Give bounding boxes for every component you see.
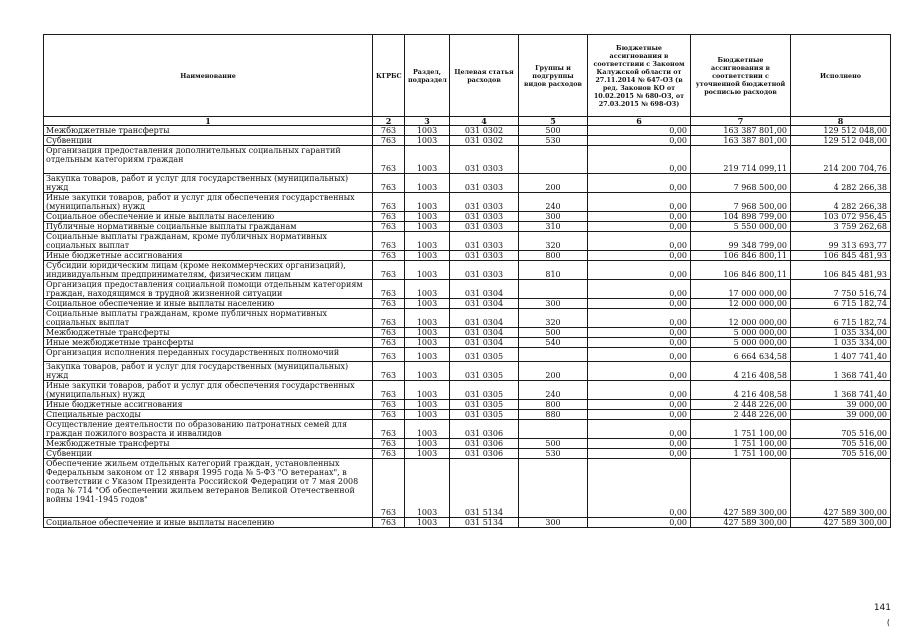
row-law-allocation: 0,00 bbox=[588, 232, 691, 251]
table-row bbox=[44, 280, 891, 299]
row-law-allocation: 0,00 bbox=[588, 193, 691, 212]
table-row bbox=[44, 212, 891, 222]
table-row bbox=[44, 348, 891, 362]
row-group bbox=[519, 146, 588, 174]
row-schedule-allocation: 4 216 408,58 bbox=[691, 381, 791, 400]
row-section: 1003 bbox=[405, 136, 450, 146]
row-kgrbs: 763 bbox=[373, 400, 405, 410]
table-row bbox=[44, 449, 891, 459]
row-section: 1003 bbox=[405, 518, 450, 528]
table-row bbox=[44, 439, 891, 449]
row-executed: 1 407 741,40 bbox=[791, 348, 891, 362]
row-section: 1003 bbox=[405, 222, 450, 232]
row-kgrbs: 763 bbox=[373, 193, 405, 212]
row-section: 1003 bbox=[405, 400, 450, 410]
header-law-allocation: Бюджетные ассигнования в соответствии с Законом Калужской области от 27.11.2014 № 647-ОЗ (в ред. Законов КО от 10.02.2015 № 680-ОЗ, от 27.03.2015 № 698-ОЗ) bbox=[588, 35, 691, 117]
header-target: Целевая статья расходов bbox=[450, 35, 519, 117]
row-name: Закупка товаров, работ и услуг для государственных (муниципальных) нужд bbox=[44, 174, 373, 193]
row-executed: 99 313 693,77 bbox=[791, 232, 891, 251]
row-group: 500 bbox=[519, 126, 588, 136]
row-target: 031 0302 bbox=[450, 126, 519, 136]
row-name: Межбюджетные трансферты bbox=[44, 126, 373, 136]
row-name: Субсидии юридическим лицам (кроме некоммерческих организаций), индивидуальным предпринимателям, физическим лицам bbox=[44, 261, 373, 280]
row-law-allocation: 0,00 bbox=[588, 136, 691, 146]
row-target: 031 0303 bbox=[450, 193, 519, 212]
row-target: 031 0306 bbox=[450, 449, 519, 459]
row-kgrbs: 763 bbox=[373, 146, 405, 174]
table-row bbox=[44, 136, 891, 146]
row-group: 800 bbox=[519, 251, 588, 261]
row-name: Субвенции bbox=[44, 449, 373, 459]
row-target: 031 0305 bbox=[450, 362, 519, 381]
row-executed: 129 512 048,00 bbox=[791, 136, 891, 146]
row-law-allocation: 0,00 bbox=[588, 439, 691, 449]
row-executed: 214 200 704,76 bbox=[791, 146, 891, 174]
row-name: Иные закупки товаров, работ и услуг для обеспечения государственных (муниципальных) нужд bbox=[44, 193, 373, 212]
row-kgrbs: 763 bbox=[373, 410, 405, 420]
row-kgrbs: 763 bbox=[373, 251, 405, 261]
row-target: 031 0305 bbox=[450, 348, 519, 362]
table-row bbox=[44, 400, 891, 410]
row-group: 500 bbox=[519, 439, 588, 449]
row-target: 031 0304 bbox=[450, 309, 519, 328]
row-executed: 705 516,00 bbox=[791, 420, 891, 439]
row-kgrbs: 763 bbox=[373, 459, 405, 518]
column-number: 3 bbox=[405, 117, 450, 126]
row-group: 320 bbox=[519, 309, 588, 328]
column-number: 6 bbox=[588, 117, 691, 126]
row-target: 031 0304 bbox=[450, 338, 519, 348]
table-row bbox=[44, 518, 891, 528]
row-law-allocation: 0,00 bbox=[588, 174, 691, 193]
row-section: 1003 bbox=[405, 212, 450, 222]
row-executed: 1 368 741,40 bbox=[791, 362, 891, 381]
row-law-allocation: 0,00 bbox=[588, 449, 691, 459]
row-name: Организация предоставления социальной помощи отдельным категориям граждан, находящимся в трудной жизненной ситуации bbox=[44, 280, 373, 299]
row-executed: 1 035 334,00 bbox=[791, 328, 891, 338]
row-schedule-allocation: 427 589 300,00 bbox=[691, 518, 791, 528]
row-name: Закупка товаров, работ и услуг для государственных (муниципальных) нужд bbox=[44, 362, 373, 381]
row-schedule-allocation: 104 898 799,00 bbox=[691, 212, 791, 222]
row-kgrbs: 763 bbox=[373, 174, 405, 193]
header-executed: Исполнено bbox=[791, 35, 891, 117]
budget-table bbox=[43, 34, 891, 528]
row-executed: 6 715 182,74 bbox=[791, 299, 891, 309]
row-schedule-allocation: 2 448 226,00 bbox=[691, 400, 791, 410]
table-row bbox=[44, 459, 891, 518]
row-schedule-allocation: 163 387 801,00 bbox=[691, 126, 791, 136]
row-name: Социальное обеспечение и иные выплаты населению bbox=[44, 212, 373, 222]
row-group: 300 bbox=[519, 212, 588, 222]
row-section: 1003 bbox=[405, 261, 450, 280]
row-kgrbs: 763 bbox=[373, 328, 405, 338]
row-group bbox=[519, 420, 588, 439]
column-number: 8 bbox=[791, 117, 891, 126]
row-target: 031 5134 bbox=[450, 459, 519, 518]
row-schedule-allocation: 5 000 000,00 bbox=[691, 338, 791, 348]
row-target: 031 0304 bbox=[450, 328, 519, 338]
row-group: 300 bbox=[519, 299, 588, 309]
row-section: 1003 bbox=[405, 410, 450, 420]
row-group bbox=[519, 348, 588, 362]
row-law-allocation: 0,00 bbox=[588, 261, 691, 280]
column-number: 7 bbox=[691, 117, 791, 126]
row-section: 1003 bbox=[405, 439, 450, 449]
column-number: 1 bbox=[44, 117, 373, 126]
row-law-allocation: 0,00 bbox=[588, 251, 691, 261]
row-section: 1003 bbox=[405, 449, 450, 459]
row-name: Иные бюджетные ассигнования bbox=[44, 251, 373, 261]
row-name: Иные межбюджетные трансферты bbox=[44, 338, 373, 348]
table-row bbox=[44, 420, 891, 439]
row-target: 031 0304 bbox=[450, 299, 519, 309]
row-section: 1003 bbox=[405, 193, 450, 212]
row-section: 1003 bbox=[405, 459, 450, 518]
row-group: 880 bbox=[519, 410, 588, 420]
row-name: Социальное обеспечение и иные выплаты населению bbox=[44, 518, 373, 528]
row-section: 1003 bbox=[405, 280, 450, 299]
row-group: 240 bbox=[519, 193, 588, 212]
header-section: Раздел, подраздел bbox=[405, 35, 450, 117]
row-executed: 129 512 048,00 bbox=[791, 126, 891, 136]
table-row bbox=[44, 146, 891, 174]
row-target: 031 5134 bbox=[450, 518, 519, 528]
row-section: 1003 bbox=[405, 299, 450, 309]
table-row bbox=[44, 362, 891, 381]
row-kgrbs: 763 bbox=[373, 299, 405, 309]
row-section: 1003 bbox=[405, 348, 450, 362]
row-target: 031 0305 bbox=[450, 410, 519, 420]
row-name: Обеспечение жильем отдельных категорий граждан, установленных Федеральным законом от 12 января 1995 года № 5-ФЗ "О ветеранах", в соответствии с Указом Президента Российской Федерации от 7 мая 2008 года № 714 "Об обеспечении жильем ветеранов Великой Отечественной войны 1941-1945 годов" bbox=[44, 459, 373, 518]
row-schedule-allocation: 7 968 500,00 bbox=[691, 174, 791, 193]
row-name: Специальные расходы bbox=[44, 410, 373, 420]
row-group bbox=[519, 459, 588, 518]
row-name: Социальное обеспечение и иные выплаты населению bbox=[44, 299, 373, 309]
row-executed: 3 759 262,68 bbox=[791, 222, 891, 232]
row-kgrbs: 763 bbox=[373, 381, 405, 400]
row-schedule-allocation: 5 550 000,00 bbox=[691, 222, 791, 232]
row-schedule-allocation: 163 387 801,00 bbox=[691, 136, 791, 146]
row-law-allocation: 0,00 bbox=[588, 338, 691, 348]
row-name: Социальные выплаты гражданам, кроме публичных нормативных социальных выплат bbox=[44, 232, 373, 251]
row-law-allocation: 0,00 bbox=[588, 400, 691, 410]
row-schedule-allocation: 12 000 000,00 bbox=[691, 299, 791, 309]
row-executed: 4 282 266,38 bbox=[791, 193, 891, 212]
header-schedule-allocation: Бюджетные ассигнования в соответствии с уточненной бюджетной росписью расходов bbox=[691, 35, 791, 117]
row-name: Иные закупки товаров, работ и услуг для обеспечения государственных (муниципальных) нужд bbox=[44, 381, 373, 400]
row-kgrbs: 763 bbox=[373, 222, 405, 232]
row-kgrbs: 763 bbox=[373, 126, 405, 136]
row-kgrbs: 763 bbox=[373, 232, 405, 251]
row-kgrbs: 763 bbox=[373, 212, 405, 222]
row-law-allocation: 0,00 bbox=[588, 381, 691, 400]
row-executed: 427 589 300,00 bbox=[791, 459, 891, 518]
table-row bbox=[44, 174, 891, 193]
row-target: 031 0305 bbox=[450, 400, 519, 410]
row-kgrbs: 763 bbox=[373, 518, 405, 528]
table-row bbox=[44, 410, 891, 420]
row-section: 1003 bbox=[405, 251, 450, 261]
row-kgrbs: 763 bbox=[373, 420, 405, 439]
row-schedule-allocation: 7 968 500,00 bbox=[691, 193, 791, 212]
row-group: 200 bbox=[519, 174, 588, 193]
row-schedule-allocation: 2 448 226,00 bbox=[691, 410, 791, 420]
row-group: 500 bbox=[519, 328, 588, 338]
row-section: 1003 bbox=[405, 338, 450, 348]
row-schedule-allocation: 106 846 800,11 bbox=[691, 251, 791, 261]
row-kgrbs: 763 bbox=[373, 136, 405, 146]
row-executed: 106 845 481,93 bbox=[791, 251, 891, 261]
row-schedule-allocation: 12 000 000,00 bbox=[691, 309, 791, 328]
row-section: 1003 bbox=[405, 126, 450, 136]
row-executed: 103 072 956,45 bbox=[791, 212, 891, 222]
row-target: 031 0306 bbox=[450, 439, 519, 449]
row-schedule-allocation: 6 664 634,58 bbox=[691, 348, 791, 362]
row-executed: 1 368 741,40 bbox=[791, 381, 891, 400]
row-section: 1003 bbox=[405, 381, 450, 400]
row-kgrbs: 763 bbox=[373, 449, 405, 459]
row-executed: 39 000,00 bbox=[791, 400, 891, 410]
row-section: 1003 bbox=[405, 362, 450, 381]
column-number: 2 bbox=[373, 117, 405, 126]
row-group: 300 bbox=[519, 518, 588, 528]
column-number: 5 bbox=[519, 117, 588, 126]
row-kgrbs: 763 bbox=[373, 309, 405, 328]
row-target: 031 0303 bbox=[450, 232, 519, 251]
table-row bbox=[44, 222, 891, 232]
row-schedule-allocation: 106 846 800,11 bbox=[691, 261, 791, 280]
row-executed: 1 035 334,00 bbox=[791, 338, 891, 348]
table-row bbox=[44, 232, 891, 251]
row-schedule-allocation: 4 216 408,58 bbox=[691, 362, 791, 381]
row-law-allocation: 0,00 bbox=[588, 362, 691, 381]
header-row bbox=[44, 35, 891, 117]
row-schedule-allocation: 99 348 799,00 bbox=[691, 232, 791, 251]
row-law-allocation: 0,00 bbox=[588, 222, 691, 232]
row-target: 031 0305 bbox=[450, 381, 519, 400]
row-schedule-allocation: 1 751 100,00 bbox=[691, 439, 791, 449]
row-schedule-allocation: 5 000 000,00 bbox=[691, 328, 791, 338]
row-group: 810 bbox=[519, 261, 588, 280]
column-number: 4 bbox=[450, 117, 519, 126]
row-group: 800 bbox=[519, 400, 588, 410]
row-name: Субвенции bbox=[44, 136, 373, 146]
row-target: 031 0303 bbox=[450, 222, 519, 232]
row-group: 530 bbox=[519, 136, 588, 146]
row-law-allocation: 0,00 bbox=[588, 146, 691, 174]
table-row bbox=[44, 251, 891, 261]
row-group: 530 bbox=[519, 449, 588, 459]
row-law-allocation: 0,00 bbox=[588, 126, 691, 136]
table-row bbox=[44, 299, 891, 309]
row-section: 1003 bbox=[405, 174, 450, 193]
row-executed: 7 750 516,74 bbox=[791, 280, 891, 299]
row-law-allocation: 0,00 bbox=[588, 328, 691, 338]
row-executed: 106 845 481,93 bbox=[791, 261, 891, 280]
row-group: 320 bbox=[519, 232, 588, 251]
row-target: 031 0303 bbox=[450, 261, 519, 280]
table-row bbox=[44, 193, 891, 212]
row-name: Публичные нормативные социальные выплаты гражданам bbox=[44, 222, 373, 232]
row-group: 240 bbox=[519, 381, 588, 400]
row-target: 031 0306 bbox=[450, 420, 519, 439]
row-law-allocation: 0,00 bbox=[588, 420, 691, 439]
row-name: Осуществление деятельности по образованию патронатных семей для граждан пожилого возраста и инвалидов bbox=[44, 420, 373, 439]
row-schedule-allocation: 17 000 000,00 bbox=[691, 280, 791, 299]
page-mark: ( bbox=[886, 618, 890, 627]
row-target: 031 0304 bbox=[450, 280, 519, 299]
row-law-allocation: 0,00 bbox=[588, 299, 691, 309]
row-executed: 705 516,00 bbox=[791, 449, 891, 459]
row-executed: 427 589 300,00 bbox=[791, 518, 891, 528]
row-target: 031 0303 bbox=[450, 146, 519, 174]
row-kgrbs: 763 bbox=[373, 439, 405, 449]
row-target: 031 0303 bbox=[450, 174, 519, 193]
row-kgrbs: 763 bbox=[373, 348, 405, 362]
row-name: Организация предоставления дополнительных социальных гарантий отдельным категориям граждан bbox=[44, 146, 373, 174]
header-name: Наименование bbox=[44, 35, 373, 117]
header-kgrbs: КГРБС bbox=[373, 35, 405, 117]
row-law-allocation: 0,00 bbox=[588, 518, 691, 528]
row-executed: 6 715 182,74 bbox=[791, 309, 891, 328]
row-schedule-allocation: 427 589 300,00 bbox=[691, 459, 791, 518]
row-schedule-allocation: 1 751 100,00 bbox=[691, 420, 791, 439]
header-groups: Группы и подгруппы видов расходов bbox=[519, 35, 588, 117]
table-row bbox=[44, 328, 891, 338]
page-number: 141 bbox=[873, 603, 891, 613]
row-executed: 4 282 266,38 bbox=[791, 174, 891, 193]
table-row bbox=[44, 381, 891, 400]
row-target: 031 0303 bbox=[450, 251, 519, 261]
row-law-allocation: 0,00 bbox=[588, 280, 691, 299]
row-section: 1003 bbox=[405, 232, 450, 251]
table-body bbox=[44, 126, 891, 528]
row-section: 1003 bbox=[405, 328, 450, 338]
row-target: 031 0303 bbox=[450, 212, 519, 222]
row-name: Межбюджетные трансферты bbox=[44, 328, 373, 338]
row-executed: 705 516,00 bbox=[791, 439, 891, 449]
row-schedule-allocation: 1 751 100,00 bbox=[691, 449, 791, 459]
row-law-allocation: 0,00 bbox=[588, 410, 691, 420]
table-row bbox=[44, 309, 891, 328]
table-row bbox=[44, 261, 891, 280]
row-name: Организация исполнения переданных государственных полномочий bbox=[44, 348, 373, 362]
row-group: 540 bbox=[519, 338, 588, 348]
row-name: Иные бюджетные ассигнования bbox=[44, 400, 373, 410]
row-kgrbs: 763 bbox=[373, 280, 405, 299]
row-kgrbs: 763 bbox=[373, 261, 405, 280]
row-law-allocation: 0,00 bbox=[588, 309, 691, 328]
row-name: Межбюджетные трансферты bbox=[44, 439, 373, 449]
column-number-row bbox=[44, 117, 891, 126]
row-group bbox=[519, 280, 588, 299]
row-kgrbs: 763 bbox=[373, 338, 405, 348]
row-section: 1003 bbox=[405, 420, 450, 439]
row-executed: 39 000,00 bbox=[791, 410, 891, 420]
row-group: 200 bbox=[519, 362, 588, 381]
row-section: 1003 bbox=[405, 146, 450, 174]
table-row bbox=[44, 338, 891, 348]
row-group: 310 bbox=[519, 222, 588, 232]
row-section: 1003 bbox=[405, 309, 450, 328]
row-name: Социальные выплаты гражданам, кроме публичных нормативных социальных выплат bbox=[44, 309, 373, 328]
row-kgrbs: 763 bbox=[373, 362, 405, 381]
row-law-allocation: 0,00 bbox=[588, 212, 691, 222]
row-target: 031 0302 bbox=[450, 136, 519, 146]
row-law-allocation: 0,00 bbox=[588, 459, 691, 518]
row-law-allocation: 0,00 bbox=[588, 348, 691, 362]
row-schedule-allocation: 219 714 099,11 bbox=[691, 146, 791, 174]
table-row bbox=[44, 126, 891, 136]
